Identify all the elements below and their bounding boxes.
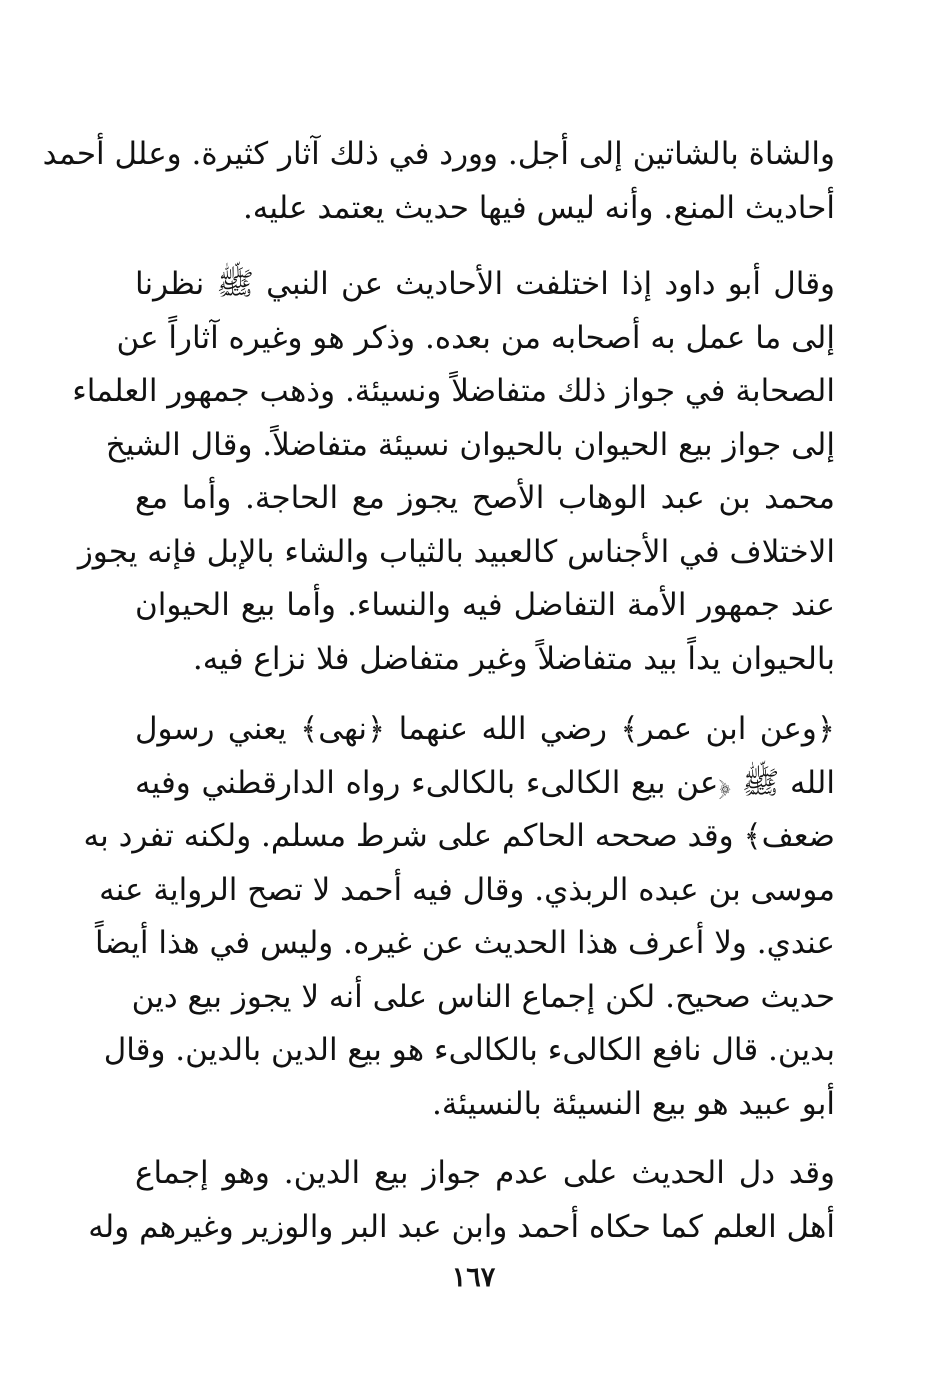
text-line: موسى بن عبده الربذي. وقال فيه أحمد لا تصح الرواية عنه xyxy=(99,871,835,908)
text-line: وقال أبو داود إذا اختلفت الأحاديث عن النبي ﷺ نظرنا xyxy=(135,266,835,302)
text-line: وقد دل الحديث على عدم جواز بيع الدين. وهو إجماع xyxy=(135,1155,835,1191)
text-line: حديث صحيح. لكن إجماع الناس على أنه لا يجوز بيع دين xyxy=(131,978,835,1015)
text-line: ﴿وعن ابن عمر﴾ رضي الله عنهما ﴿نهى﴾ يعني رسول xyxy=(135,711,835,747)
text-line: الصحابة في جواز ذلك متفاضلاً ونسيئة. وذهب جمهور العلماء xyxy=(72,373,835,409)
text-line: والشاة بالشاتين إلى أجل. وورد في ذلك آثار كثيرة. وعلل أحمد xyxy=(42,136,835,172)
text-line: بالحيوان يداً بيد متفاضلاً وغير متفاضل فلا نزاع فيه. xyxy=(192,640,835,677)
paragraph-2 xyxy=(72,258,835,686)
paragraph-4 xyxy=(88,1147,835,1254)
text-line: أهل العلم كما حكاه أحمد وابن عبد البر والوزير وغيرهم وله xyxy=(88,1208,835,1245)
text-line: بدين. قال نافع الكالىء بالكالىء هو بيع الدين بالدين. وقال xyxy=(103,1032,835,1068)
text-line: محمد بن عبد الوهاب الأصح يجوز مع الحاجة. وأما مع xyxy=(135,480,835,516)
text-line: أبو عبيد هو بيع النسيئة بالنسيئة. xyxy=(432,1085,835,1122)
text-line: عندي. ولا أعرف هذا الحديث عن غيره. وليس في هذا أيضاً xyxy=(94,925,835,961)
text-line: إلى ما عمل به أصحابه من بعده. وذكر هو وغيره آثاراً عن xyxy=(116,319,835,356)
page-number: ١٦٧ xyxy=(451,1262,496,1293)
text-line: أحاديث المنع. وأنه ليس فيها حديث يعتمد عليه. xyxy=(242,189,835,226)
paragraph-1 xyxy=(42,128,835,235)
text-line: الله ﷺ ﴿عن بيع الكالىء بالكالىء رواه الدارقطني وفيه xyxy=(135,764,835,801)
text-line: الاختلاف في الأجناس كالعبيد بالثياب والشاء بالإبل فإنه يجوز xyxy=(77,533,835,570)
text-line: إلى جواز بيع الحيوان بالحيوان نسيئة متفاضلاً. وقال الشيخ xyxy=(105,426,835,463)
paragraph-3 xyxy=(83,703,835,1131)
text-line: ضعف﴾ وقد صححه الحاكم على شرط مسلم. ولكنه تفرد به xyxy=(83,818,835,854)
text-line: عند جمهور الأمة التفاضل فيه والنساء. وأما بيع الحيوان xyxy=(135,587,835,623)
